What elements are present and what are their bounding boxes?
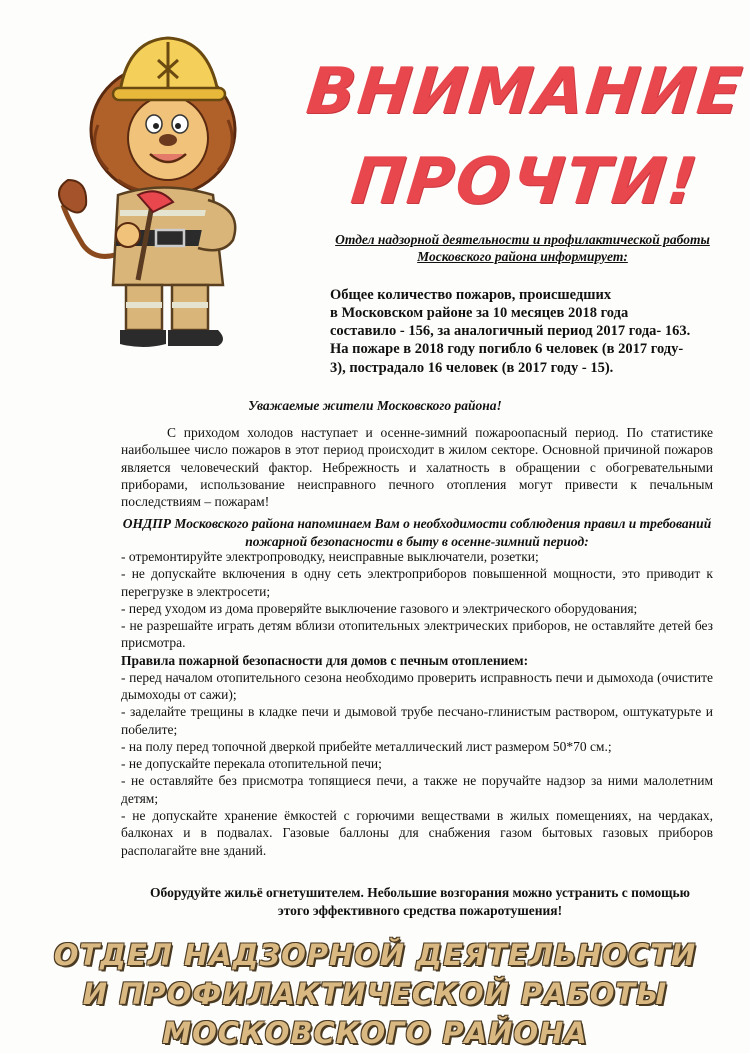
list-item: - заделайте трещины в кладке печи и дымовой трубе песчано-глинистым раствором, оштукатурьте и побелите; [121,704,713,737]
list-item: - на полу перед топочной дверкой прибейте металлический лист размером 50*70 см.; [121,738,612,754]
footer-line: ОТДЕЛ НАДЗОРНОЙ ДЕЯТЕЛЬНОСТИ [53,938,697,972]
stats-line: Общее количество пожаров, происшедших [330,287,612,303]
stats-line: На пожаре в 2018 году погибло 6 человек (в 2017 году- [330,341,684,358]
headline-line1: ВНИМАНИЕ [303,55,747,129]
footer-department [0,936,750,1053]
list-item: - отремонтируйте электропроводку, неисправные выключатели, розетки; [121,549,539,564]
stats-line: составило - 156, за аналогичный период 2017 года- 163. [330,323,691,340]
footer-line: МОСКОВСКОГО РАЙОНА [162,1016,588,1050]
stats-line: в Московском районе за 10 месяцев 2018 года [330,305,629,322]
closing-note: Оборудуйте жильё огнетушителем. Небольшие возгорания можно устранить с помощью этого эффективного средства пожаротушения! [150,885,690,918]
intro-paragraph: С приходом холодов наступает и осенне-зимний пожароопасный период. По статистике наибольшее число пожаров в этот период происходит в жилом секторе. Основной причиной пожаров является человеческий фактор. Небрежность и халатность в обращении с обогревательными приборами, использование неисправного печного отопления могут привести к печальным последствиям – пожарам! [121,425,713,510]
department-note: Отдел надзорной деятельности и профилактической работы Московского района информирует: [335,232,710,264]
fire-statistics [330,286,715,377]
headline-line2: ПРОЧТИ! [347,145,703,219]
list-item: - не оставляйте без присмотра топящиеся печи, а также не поручайте надзор за ними малолетним детям; [121,773,713,806]
stove-rules-heading: Правила пожарной безопасности для домов с печным отоплением: [121,652,529,668]
list-item: - перед уходом из дома проверяйте выключение газового и электрического оборудования; [121,600,638,616]
rules-list [121,548,713,859]
firefighter-lion-icon [58,30,263,350]
list-item: - не допускайте хранение ёмкостей с горючими веществами в жилых помещениях, на чердаках, балконах и в подвалах. Газовые баллоны для снабжения газом бытовых газовых приборов располагайте вне зданий. [121,807,713,858]
reminder: ОНДПР Московского района напоминаем Вам о необходимости соблюдения правил и требований пожарной безопасности в быту в осенне-зимний период: [122,516,712,549]
list-item: - не допускайте перекала отопительной печи; [121,756,382,772]
footer-line: И ПРОФИЛАКТИЧЕСКОЙ РАБОТЫ [82,977,668,1011]
stats-line: 3), пострадало 16 человек (в 2017 году - 15). [330,359,614,376]
list-item: - перед началом отопительного сезона необходимо проверить исправность печи и дымохода (очистите дымоходы от сажи); [121,669,713,703]
list-item: - не разрешайте играть детям вблизи отопительных электрических приборов, не оставляйте детей без присмотра. [121,618,713,651]
list-item: - не допускайте включения в одну сеть электроприборов повышенной мощности, это приводит к перегрузке в электросети; [121,566,713,599]
greeting: Уважаемые жители Московского района! [248,398,502,413]
